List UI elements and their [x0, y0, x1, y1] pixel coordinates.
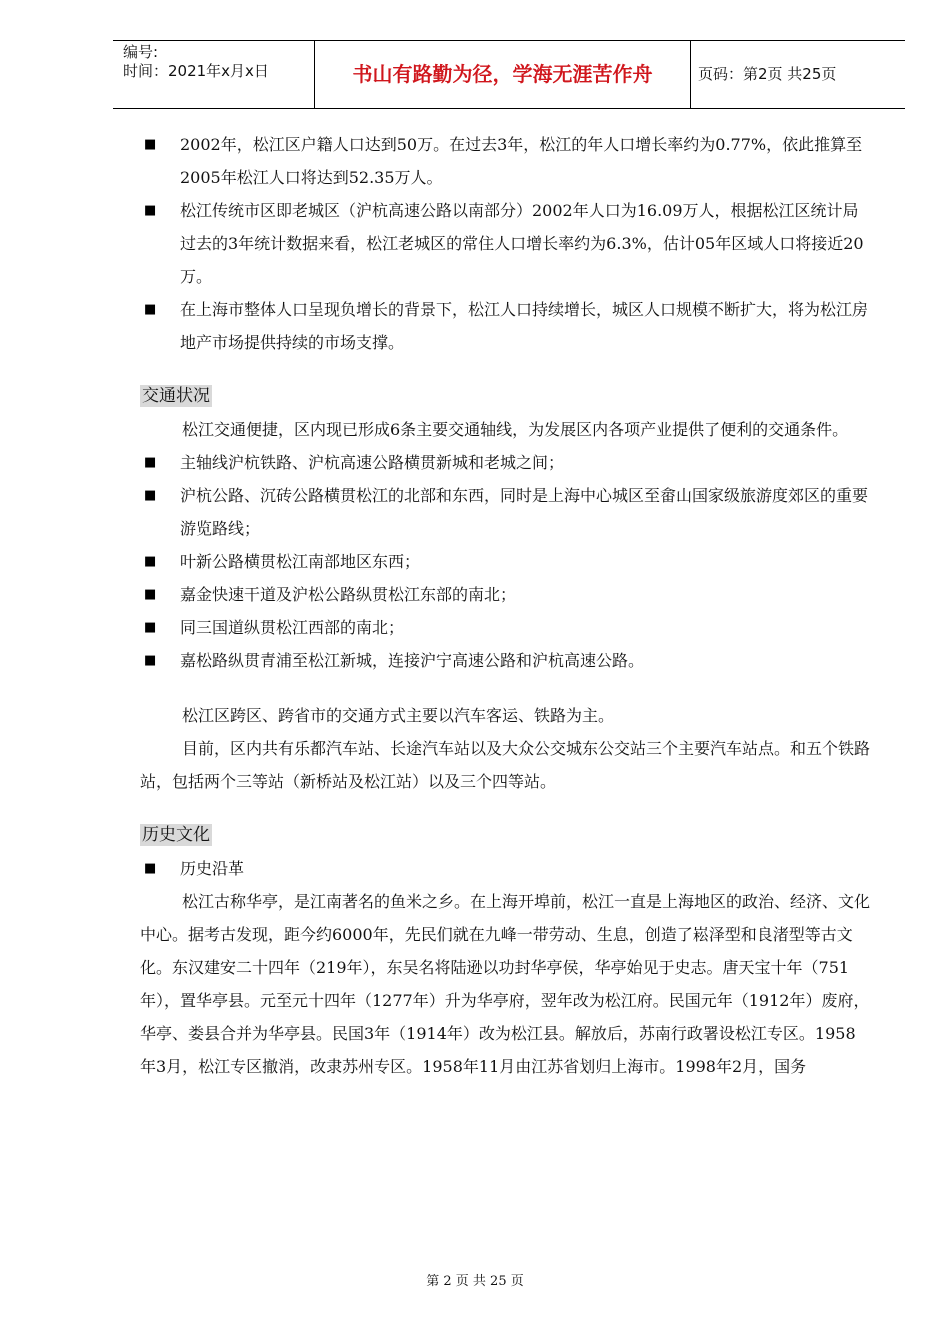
bullet-item	[140, 578, 870, 611]
square-bullet-icon: ■	[144, 554, 157, 569]
square-bullet-icon: ■	[144, 488, 157, 503]
bullet-text: 嘉松路纵贯青浦至松江新城，连接沪宁高速公路和沪杭高速公路。	[180, 651, 645, 670]
bullet-item	[140, 852, 870, 885]
bullet-item	[140, 446, 870, 479]
square-bullet-icon: ■	[144, 587, 157, 602]
header-meta-cell	[113, 41, 315, 108]
traffic-paragraph: 目前，区内共有乐都汽车站、长途汽车站以及大众公交城东公交站三个主要汽车站点。和五个铁路站，包括两个三等站（新桥站及松江站）以及三个四等站。	[140, 739, 871, 791]
bullet-item	[140, 545, 870, 578]
history-paragraph: 松江古称华亭，是江南著名的鱼米之乡。在上海开埠前，松江一直是上海地区的政治、经济、文化中心。据考古发现，距今约6000年，先民们就在九峰一带劳动、生息，创造了崧泽型和良渚型等古文化。东汉建安二十四年（219年），东吴名将陆逊以功封华亭侯，华亭始见于史志。唐天宝十年（751年），置华亭县。元至元十四年（1277年）升为华亭府，翌年改为松江府。民国元年（1912年）废府，华亭、娄县合并为华亭县。民国3年（1914年）改为松江县。解放后，苏南行政署设松江专区。1958年3月，松江专区撤消，改隶苏州专区。1958年11月由江苏省划归上海市。1998年2月，国务	[140, 892, 871, 1076]
bullet-text: 在上海市整体人口呈现负增长的背景下，松江人口持续增长，城区人口规模不断扩大，将为松江房地产市场提供持续的市场支撑。	[180, 300, 869, 352]
square-bullet-icon: ■	[144, 861, 157, 876]
bullet-text: 同三国道纵贯松江西部的南北；	[180, 618, 405, 637]
bullet-item	[140, 644, 870, 677]
bullet-text: 2002年，松江区户籍人口达到50万。在过去3年，松江的年人口增长率约为0.77%，依此推算至2005年松江人口将达到52.35万人。	[180, 135, 863, 187]
page-footer: 第 2 页 共 25 页	[426, 1274, 524, 1289]
bullet-text: 嘉金快速干道及沪松公路纵贯松江东部的南北；	[180, 585, 517, 604]
bullet-item	[140, 479, 870, 545]
bullet-text: 松江传统市区即老城区（沪杭高速公路以南部分）2002年人口为16.09万人，根据松江区统计局过去的3年统计数据来看，松江老城区的常住人口增长率约为6.3%，估计05年区域人口将接近20万。	[180, 201, 864, 286]
time-label: 时间：2021年x月x日	[123, 62, 269, 80]
traffic-intro: 松江交通便捷，区内现已形成6条主要交通轴线，为发展区内各项产业提供了便利的交通条件。	[182, 420, 849, 439]
square-bullet-icon: ■	[144, 302, 157, 317]
header-page-info: 页码：第2页 共25页	[698, 65, 837, 83]
bullet-item	[140, 611, 870, 644]
bullet-text: 主轴线沪杭铁路、沪杭高速公路横贯新城和老城之间；	[180, 453, 565, 472]
bullet-item	[140, 128, 870, 194]
bullet-item	[140, 293, 870, 359]
bullet-text: 历史沿革	[180, 859, 245, 878]
document-body	[140, 128, 870, 1083]
square-bullet-icon: ■	[144, 137, 157, 152]
square-bullet-icon: ■	[144, 620, 157, 635]
number-label: 编号:	[123, 43, 159, 61]
header-motto: 书山有路勤为径，学海无涯苦作舟	[315, 41, 691, 108]
section-heading-traffic: 交通状况	[142, 386, 210, 406]
page-header	[113, 40, 905, 109]
section-heading-history: 历史文化	[142, 825, 210, 845]
square-bullet-icon: ■	[144, 203, 157, 218]
bullet-text: 沪杭公路、沉砖公路横贯松江的北部和东西，同时是上海中心城区至畲山国家级旅游度郊区的重要游览路线；	[180, 486, 869, 538]
bullet-text: 叶新公路横贯松江南部地区东西；	[180, 552, 421, 571]
traffic-paragraph: 松江区跨区、跨省市的交通方式主要以汽车客运、铁路为主。	[182, 706, 615, 725]
square-bullet-icon: ■	[144, 455, 157, 470]
square-bullet-icon: ■	[144, 653, 157, 668]
bullet-item	[140, 194, 870, 293]
